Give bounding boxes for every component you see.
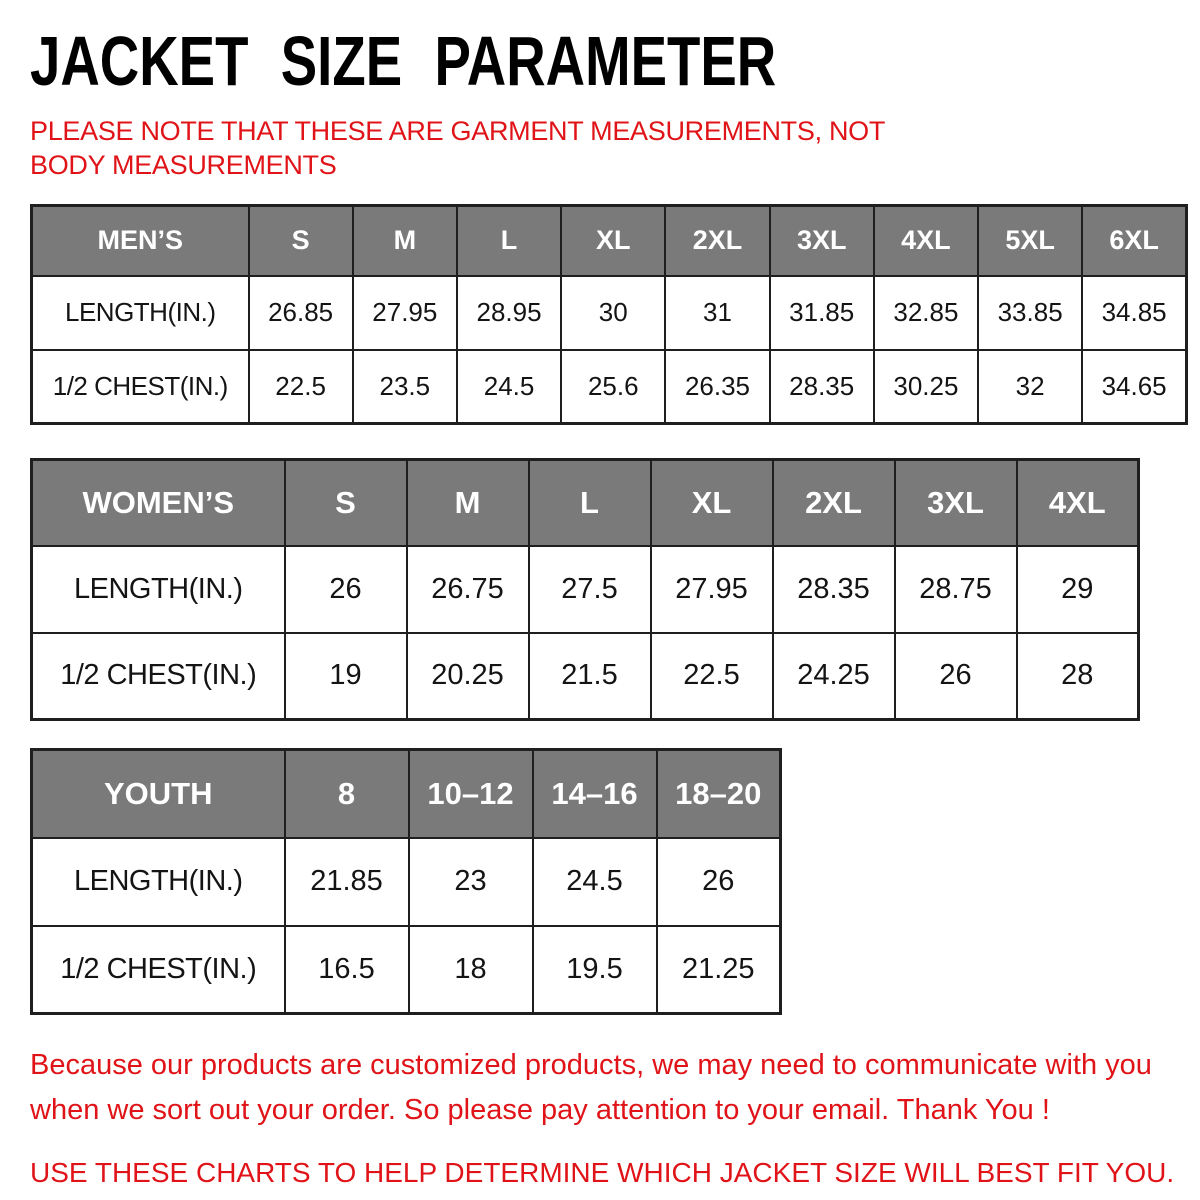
- size-column-header: 2XL: [665, 206, 769, 276]
- size-column-header: 3XL: [895, 460, 1017, 546]
- youth-table-title: YOUTH: [32, 750, 285, 838]
- table-row: [32, 838, 781, 926]
- measurement-value: 28.35: [770, 350, 874, 424]
- youth-header-row: [32, 750, 781, 838]
- size-column-header: XL: [561, 206, 665, 276]
- measurement-value: 26.75: [407, 546, 529, 633]
- measurement-value: 26: [285, 546, 407, 633]
- womens-size-table: [30, 458, 1140, 721]
- measurement-value: 32.85: [874, 276, 978, 350]
- measurement-value: 28.95: [457, 276, 561, 350]
- size-column-header: 5XL: [978, 206, 1082, 276]
- measurement-row-label: LENGTH(IN.): [32, 546, 285, 633]
- measurement-value: 24.25: [773, 633, 895, 720]
- measurement-row-label: LENGTH(IN.): [32, 276, 249, 350]
- measurement-value: 30.25: [874, 350, 978, 424]
- measurement-value: 22.5: [249, 350, 353, 424]
- measurement-row-label: LENGTH(IN.): [32, 838, 285, 926]
- chart-usage-instruction: USE THESE CHARTS TO HELP DETERMINE WHICH JACKET SIZE WILL BEST FIT YOU.: [30, 1157, 1175, 1188]
- measurement-value: 21.85: [285, 838, 409, 926]
- size-column-header: L: [529, 460, 651, 546]
- measurement-value: 28: [1017, 633, 1139, 720]
- size-column-header: 2XL: [773, 460, 895, 546]
- womens-table-title: WOMEN’S: [32, 460, 285, 546]
- measurement-value: 26: [657, 838, 781, 926]
- mens-header-row: [32, 206, 1187, 276]
- measurement-row-label: 1/2 CHEST(IN.): [32, 926, 285, 1014]
- mens-size-table: [30, 204, 1188, 425]
- size-column-header: 4XL: [1017, 460, 1139, 546]
- measurement-value: 27.5: [529, 546, 651, 633]
- size-column-header: 14–16: [533, 750, 657, 838]
- table-row: [32, 276, 1187, 350]
- measurement-value: 27.95: [353, 276, 457, 350]
- measurement-value: 16.5: [285, 926, 409, 1014]
- measurement-value: 24.5: [457, 350, 561, 424]
- measurement-value: 24.5: [533, 838, 657, 926]
- measurement-value: 19: [285, 633, 407, 720]
- mens-table-title: MEN’S: [32, 206, 249, 276]
- size-column-header: 8: [285, 750, 409, 838]
- measurement-value: 34.65: [1082, 350, 1186, 424]
- measurement-value: 31: [665, 276, 769, 350]
- measurement-value: 22.5: [651, 633, 773, 720]
- measurement-value: 21.25: [657, 926, 781, 1014]
- measurement-value: 33.85: [978, 276, 1082, 350]
- measurement-value: 18: [409, 926, 533, 1014]
- size-column-header: XL: [651, 460, 773, 546]
- measurement-value: 26: [895, 633, 1017, 720]
- size-column-header: 6XL: [1082, 206, 1186, 276]
- table-row: [32, 633, 1139, 720]
- table-row: [32, 926, 781, 1014]
- size-column-header: S: [285, 460, 407, 546]
- size-column-header: 4XL: [874, 206, 978, 276]
- size-column-header: 3XL: [770, 206, 874, 276]
- garment-measurements-note: PLEASE NOTE THAT THESE ARE GARMENT MEASUREMENTS, NOT BODY MEASUREMENTS: [30, 116, 885, 180]
- size-column-header: S: [249, 206, 353, 276]
- measurement-value: 21.5: [529, 633, 651, 720]
- measurement-value: 34.85: [1082, 276, 1186, 350]
- size-column-header: L: [457, 206, 561, 276]
- size-column-header: 18–20: [657, 750, 781, 838]
- womens-header-row: [32, 460, 1139, 546]
- measurement-value: 30: [561, 276, 665, 350]
- table-row: [32, 350, 1187, 424]
- table-row: [32, 546, 1139, 633]
- measurement-value: 29: [1017, 546, 1139, 633]
- measurement-value: 20.25: [407, 633, 529, 720]
- size-column-header: M: [353, 206, 457, 276]
- measurement-value: 27.95: [651, 546, 773, 633]
- measurement-value: 28.35: [773, 546, 895, 633]
- measurement-row-label: 1/2 CHEST(IN.): [32, 633, 285, 720]
- measurement-value: 23: [409, 838, 533, 926]
- custom-products-notice: Because our products are customized products, we may need to communicate with you when we sort out your order. So please pay attention to your email. Thank You !: [30, 1049, 1152, 1126]
- measurement-value: 32: [978, 350, 1082, 424]
- measurement-value: 28.75: [895, 546, 1017, 633]
- measurement-value: 26.85: [249, 276, 353, 350]
- size-column-header: 10–12: [409, 750, 533, 838]
- page-title: JACKET SIZE PARAMETER: [30, 22, 777, 100]
- measurement-value: 25.6: [561, 350, 665, 424]
- youth-size-table: [30, 748, 782, 1015]
- measurement-value: 19.5: [533, 926, 657, 1014]
- measurement-value: 26.35: [665, 350, 769, 424]
- measurement-row-label: 1/2 CHEST(IN.): [32, 350, 249, 424]
- size-column-header: M: [407, 460, 529, 546]
- size-tables-container: [30, 204, 1180, 1015]
- measurement-value: 23.5: [353, 350, 457, 424]
- measurement-value: 31.85: [770, 276, 874, 350]
